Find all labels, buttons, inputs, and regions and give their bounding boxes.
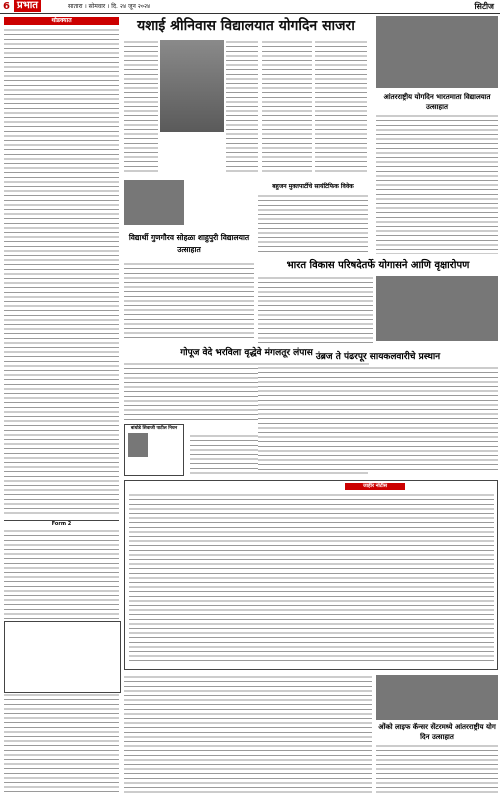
right-headline: आंतरराष्ट्रीय योगदिन भारतमाता विद्यालयात उत्साहात	[383, 93, 491, 111]
school-photo	[124, 180, 184, 225]
legal-notices	[4, 520, 119, 795]
notice-band: जाहीर नोटीस	[345, 483, 405, 490]
right-photo	[376, 16, 498, 88]
bottom-article	[124, 675, 372, 793]
obituary-title: बांधोडे शिवाजी पाटील निधन	[130, 426, 178, 431]
notice-box	[124, 480, 498, 670]
oncology-photo	[376, 675, 498, 720]
oncology-headline: ओंको लाइफ कॅन्सर सेंटरमध्ये आंतरराष्ट्रीय योग दिन उत्साहात	[378, 723, 496, 741]
obituary-photo	[128, 433, 148, 457]
plantation-photo	[376, 276, 498, 341]
main-article-col4	[262, 40, 312, 175]
felicitation-headline: विद्यार्थी गुणगौरव सोहळा शाहुपुरी विद्यालयात उत्साहात	[128, 233, 250, 254]
oncology-article	[376, 744, 498, 794]
right-article	[376, 114, 498, 254]
obituary-box	[124, 424, 184, 476]
sub-article	[258, 194, 368, 254]
main-article-col1	[124, 40, 158, 175]
yoga-photo	[160, 40, 224, 132]
page-header	[0, 0, 500, 14]
form-title: Form 2	[51, 521, 72, 527]
brief-band: थोडक्यात	[4, 17, 119, 25]
sub-headline: बहुजन मुक्तपार्टीचे सायंटिफिक विवेक	[272, 183, 354, 190]
main-headline: यशाई श्रीनिवास विद्यालयात योगदिन साजरा	[137, 18, 355, 34]
felicitation-article	[124, 262, 254, 342]
section-name: सिटीज	[474, 2, 494, 11]
main-article-col3	[226, 40, 258, 175]
plantation-headline: भारत विकास परिषदेतर्फे योगासने आणि वृक्षारोपण	[286, 260, 470, 271]
cycle-headline: उंब्रज ते पंढरपूर सायकलवारीचे प्रस्थान	[315, 352, 441, 362]
left-news-column	[4, 28, 119, 516]
cycle-article	[258, 366, 498, 471]
plantation-article	[258, 276, 373, 346]
main-article-col5	[315, 40, 367, 175]
issue-date: सातारा । सोमवार । दि. २४ जून २०२४	[68, 3, 151, 10]
masthead-logo: प्रभात	[14, 0, 41, 12]
theft-headline: गोपूज वेदे भरविला वृद्धेवे मंगलतूर लंपास	[180, 348, 313, 358]
page-number: 6	[3, 1, 10, 12]
